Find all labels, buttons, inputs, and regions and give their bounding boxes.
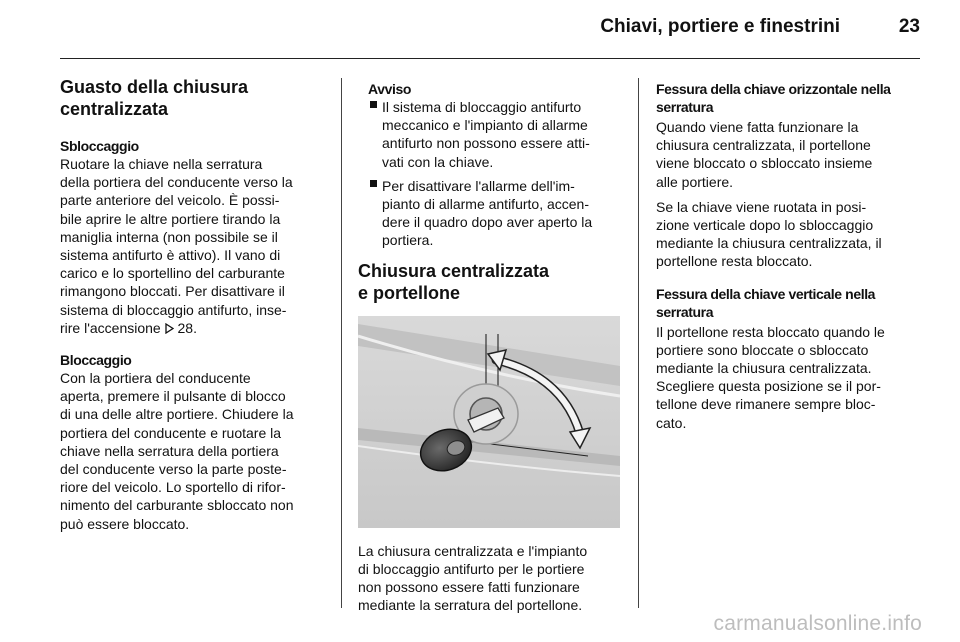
horizontal-key-slot-heading: Fessura della chiave orizzontale nella serratura — [656, 81, 891, 115]
bullet-square-icon — [370, 101, 377, 108]
horizontal-slot-paragraph-1: Quando viene fatta funzionare la chiusura centralizzata, il portellone viene bloccato o sbloccato insieme alle portiere. — [656, 119, 873, 190]
text-line: maniglia interna (non possibile se il — [60, 228, 278, 245]
page-number: 23 — [898, 16, 920, 37]
notice-bullet: Per disattivare l'allarme dell'im- pianto di allarme antifurto, accen- dere il quadro dopo aver aperto la portiera. — [368, 177, 628, 250]
column-2 — [358, 80, 628, 614]
text-line: carico e lo sportellino del carburante — [60, 265, 285, 282]
locking-heading: Bloccaggio — [60, 352, 132, 369]
figure-caption: La chiusura centralizzata e l'impianto di bloccaggio antifurto per le portiere non possono essere fatti funzionare mediante la serratura del portellone. — [358, 542, 588, 614]
text-line: chiave nella serratura della portiera — [60, 442, 279, 459]
text-line: sistema di bloccaggio antifurto, inse- — [60, 301, 287, 318]
locking-text — [60, 369, 328, 533]
text-line: nimento del carburante sbloccato non — [60, 497, 294, 514]
text-line: della portiera del conducente verso la — [60, 174, 293, 191]
horizontal-slot-paragraph-2: Se la chiave viene ruotata in posi- zione verticale dopo lo sbloccaggio mediante la chiusura centralizzata, il portellone resta bloccato. — [656, 198, 882, 270]
watermark: carmanualsonline.info — [713, 612, 922, 635]
text-line: può essere bloccato. — [60, 515, 190, 532]
text-line: di una delle altre portiere. Chiudere la — [60, 406, 294, 423]
column-1 — [60, 76, 328, 533]
column-divider-2 — [638, 78, 639, 608]
bullet-square-icon — [370, 180, 377, 187]
text-line: Con la portiera del conducente — [60, 370, 251, 387]
text-line: del conducente verso la parte poste- — [60, 461, 287, 478]
notice-label: Avviso — [368, 81, 411, 97]
text-line: riore del veicolo. Lo sportello di rifor- — [60, 479, 286, 496]
text-line: portiera del conducente e ruotare la — [60, 424, 282, 441]
page-header-title: Chiavi, portiere e finestrini — [600, 16, 840, 37]
text-line: sistema antifurto è attivo). Il vano di — [60, 247, 281, 264]
column-3 — [656, 80, 922, 432]
section-title-central-locking-failure: Guasto della chiusura centralizzata — [60, 77, 249, 119]
text-line: parte anteriore del veicolo. È possi- — [60, 192, 280, 209]
notice-bullet: Il sistema di bloccaggio antifurto meccanico e l'impianto di allarme antifurto non possono essere atti- vati con la chiave. — [368, 98, 628, 171]
unlocking-heading: Sbloccaggio — [60, 138, 139, 154]
text-line: rire l'accensione 28. — [60, 319, 197, 336]
header-divider — [60, 58, 920, 59]
text-line: bile aprire le altre portiere tirando la — [60, 210, 281, 227]
column-divider-1 — [341, 78, 342, 608]
section-title-central-locking-tailgate: Chiusura centralizzata e portellone — [358, 260, 550, 303]
page-reference-arrow-icon — [165, 320, 174, 336]
text-line: Ruotare la chiave nella serratura — [60, 156, 263, 172]
vertical-key-slot-heading: Fessura della chiave verticale nella serratura — [656, 285, 876, 320]
tailgate-lock-illustration — [358, 316, 620, 528]
locking-block — [60, 351, 328, 533]
unlocking-block — [60, 137, 328, 337]
vertical-slot-paragraph: Il portellone resta bloccato quando le portiere sono bloccate o sbloccato mediante la chiusura centralizzata. Scegliere questa posizione se il por- tellone deve rimanere sempre bloc- cato. — [656, 323, 885, 431]
text-line: aperta, premere il pulsante di blocco — [60, 388, 286, 405]
notice-box — [358, 80, 628, 250]
page-reference[interactable]: 28. — [177, 319, 197, 336]
unlocking-text — [60, 155, 328, 337]
text-line: rimangono bloccati. Per disattivare il — [60, 283, 285, 300]
